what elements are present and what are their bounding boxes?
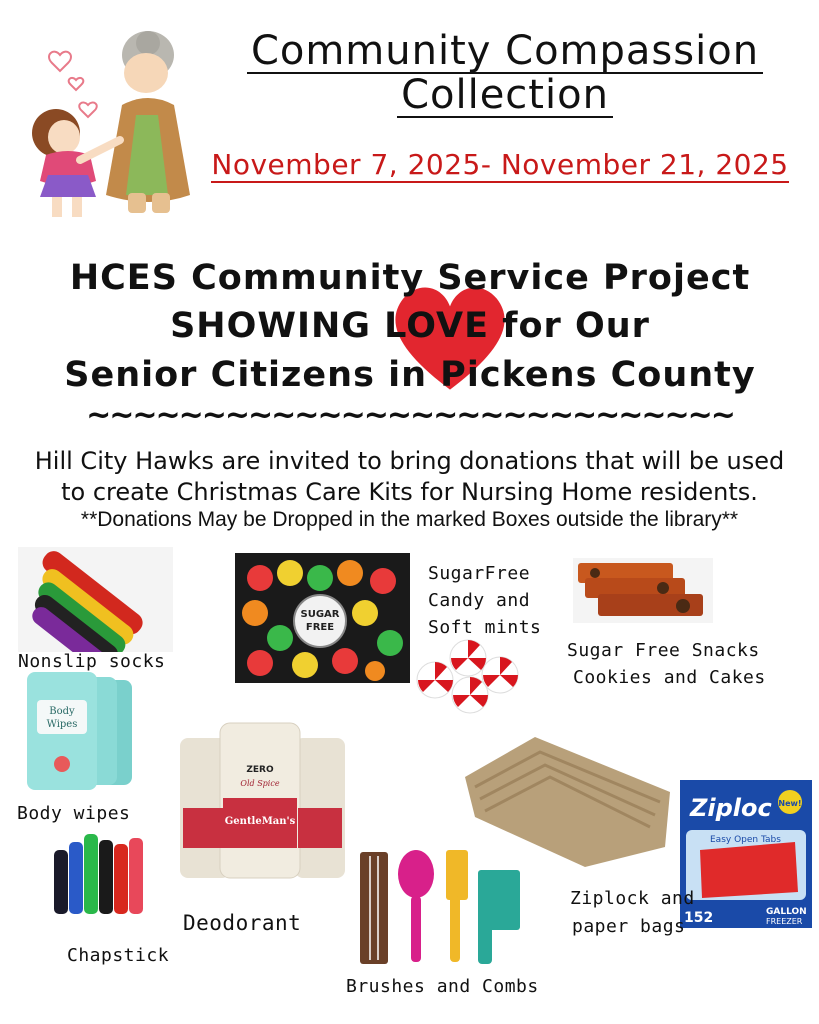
headline-line-2: SHOWING LOVE for Our: [170, 306, 650, 346]
ziploc-box-image: [680, 780, 812, 928]
sugar-free-candy-image: [235, 553, 410, 683]
svg-text:ZERO: ZERO: [246, 765, 274, 775]
peppermints-image: [410, 630, 525, 715]
page-title: [230, 30, 780, 118]
dates-text: November 7, 2025- November 21, 2025: [211, 148, 789, 181]
svg-text:GentleMan's: GentleMan's: [224, 816, 296, 827]
collection-dates: [200, 148, 800, 181]
body-wipes-image: [22, 672, 137, 792]
grandma-child-illustration: [18, 25, 203, 230]
chapstick-image: [52, 830, 147, 918]
svg-text:Old Spice: Old Spice: [240, 779, 280, 788]
svg-text:Easy Open Tabs: Easy Open Tabs: [710, 835, 781, 845]
svg-text:New!: New!: [778, 799, 802, 808]
title-line-1: Community Compassion: [247, 30, 763, 74]
headline-line-1: HCES Community Service Project: [69, 258, 751, 298]
title-line-2: Collection: [397, 74, 613, 118]
bags-label-2: paper bags: [572, 916, 686, 937]
chapstick-label: Chapstick: [67, 945, 170, 966]
socks-label: Nonslip socks: [18, 651, 166, 672]
tilde-divider: ~~~~~~~~~~~~~~~~~~~~~~~~~~~~: [86, 398, 734, 433]
snacks-label-1: Sugar Free Snacks: [567, 640, 760, 661]
svg-text:FREE: FREE: [305, 622, 335, 633]
deodorant-label: Deodorant: [183, 911, 302, 935]
candy-label-3: Soft mints: [428, 617, 542, 638]
small-heart-icon: [79, 103, 96, 117]
sugar-free-snacks-image: [573, 558, 713, 623]
deodorant-image: [175, 718, 350, 880]
svg-text:SUGAR: SUGAR: [300, 609, 340, 620]
paper-bags-image: [465, 737, 670, 867]
nonslip-socks-image: [18, 547, 173, 652]
svg-text:GALLON: GALLON: [766, 907, 807, 917]
invite-line-2: to create Christmas Care Kits for Nursing Home residents.: [61, 478, 758, 506]
headline-line-3: Senior Citizens in Pickens County: [64, 355, 756, 395]
wipes-label: Body wipes: [17, 803, 131, 824]
small-heart-icon: [49, 52, 71, 71]
svg-text:Wipes: Wipes: [46, 719, 78, 730]
invite-line-1: Hill City Hawks are invited to bring donations that will be used: [34, 447, 785, 475]
svg-text:Body: Body: [49, 706, 75, 717]
svg-text:Ziploc: Ziploc: [690, 794, 772, 822]
dropoff-note: **Donations May be Dropped in the marked Boxes outside the library**: [80, 508, 739, 531]
candy-label-1: SugarFree: [428, 563, 531, 584]
brushes-label: Brushes and Combs: [346, 976, 539, 997]
small-heart-icon: [69, 78, 84, 90]
candy-label-2: Candy and: [428, 590, 531, 611]
bags-label-1: Ziplock and: [570, 888, 695, 909]
snacks-label-2: Cookies and Cakes: [573, 667, 766, 688]
svg-text:152: 152: [684, 910, 714, 926]
svg-text:FREEZER: FREEZER: [766, 917, 803, 926]
